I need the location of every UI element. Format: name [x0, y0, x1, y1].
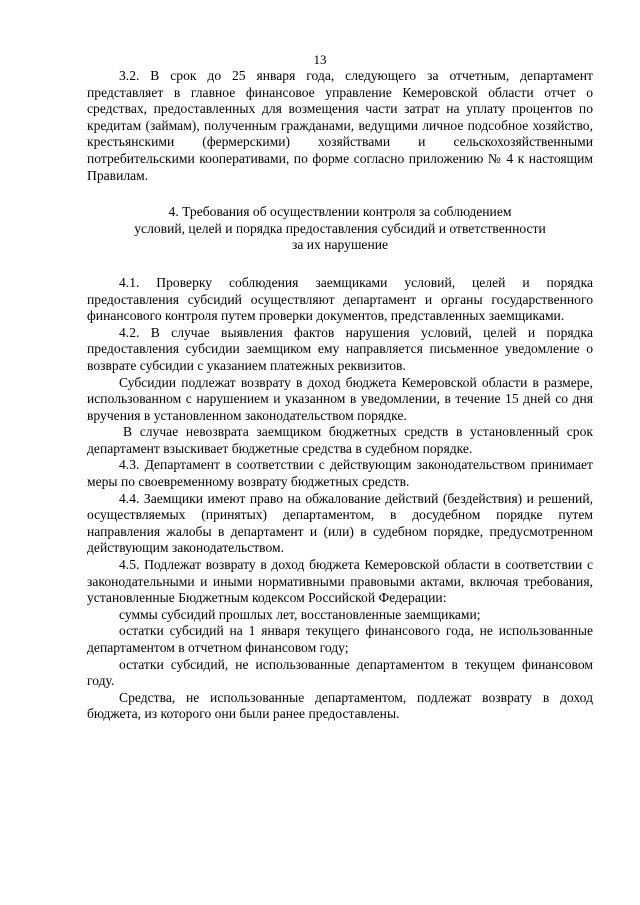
list-item-past-subsidies: суммы субсидий прошлых лет, восстановленные заемщиками;: [119, 606, 481, 622]
paragraph-4-1: 4.1. Проверку соблюдения заемщиками условий, целей и порядка предоставления субсидий осуществляют департамент и органы государственного финансового контроля путем проверки документов, представленных заемщиками.: [87, 274, 593, 324]
section-title-line-1: 4. Требования об осуществлении контроля за соблюдением: [168, 204, 512, 220]
paragraph-4-4: 4.4. Заемщики имеют право на обжалование действий (бездействия) и решений, осуществляемых (принятых) департаментом, в досудебном порядке путем направления жалобы в департамент и (или) в судебном порядке, предусмотренном действующим законодательством.: [87, 490, 593, 556]
paragraph-4-3: 4.3. Департамент в соответствии с действующим законодательством принимает меры по своевременному возврату бюджетных средств.: [87, 457, 593, 490]
paragraph-unused-funds: Средства, не использованные департаментом, подлежат возврату в доход бюджета, из которого они были ранее предоставлены.: [87, 689, 593, 722]
paragraph-3-2: 3.2. В срок до 25 января года, следующего за отчетным, департамент представляет в главное финансовое управление Кемеровской области отчет о средствах, предоставленных для возмещения части затрат на уплату процентов по кредитам (займам), полученным гражданами, ведущими личное подсобное хозяйство, крестьянскими (фермерскими) хозяйствами и сельскохозяйственными потребительскими кооперативами, по форме согласно приложению № 4 к настоящим Правилам.: [87, 68, 593, 183]
paragraph-non-return: В случае невозврата заемщиком бюджетных средств в установленный срок департамент взыскивает бюджетные средства в судебном порядке.: [87, 424, 593, 456]
section-title-line-3: за их нарушение: [291, 237, 389, 253]
section-title: [87, 204, 593, 254]
paragraph-subsidy-return: Субсидии подлежат возврату в доход бюджета Кемеровской области в размере, использованном с нарушением и указанном в уведомлении, в течение 15 дней со дня вручения в установленном законодательством порядке.: [87, 374, 593, 423]
document-body: [87, 68, 593, 723]
list-item-remaining-current-year: остатки субсидий, не использованные департаментом в текущем финансовом году.: [87, 656, 593, 689]
paragraph-4-5: 4.5. Подлежат возврату в доход бюджета Кемеровской области в соответствии с законодательными и иными нормативными правовыми актами, включая требования, установленные Бюджетным кодексом Российской Федерации:: [87, 557, 593, 606]
paragraph-4-2: 4.2. В случае выявления фактов нарушения условий, целей и порядка предоставления субсидии заемщиком ему направляется письменное уведомление о возврате субсидии с указанием платежных реквизитов.: [87, 324, 593, 373]
list-item-remaining-reporting-year: остатки субсидий на 1 января текущего финансового года, не использованные департаментом в отчетном финансовом году;: [87, 623, 593, 655]
page-number: 13: [313, 52, 327, 67]
section-title-line-2: условий, целей и порядка предоставления субсидий и ответственности: [134, 220, 546, 236]
